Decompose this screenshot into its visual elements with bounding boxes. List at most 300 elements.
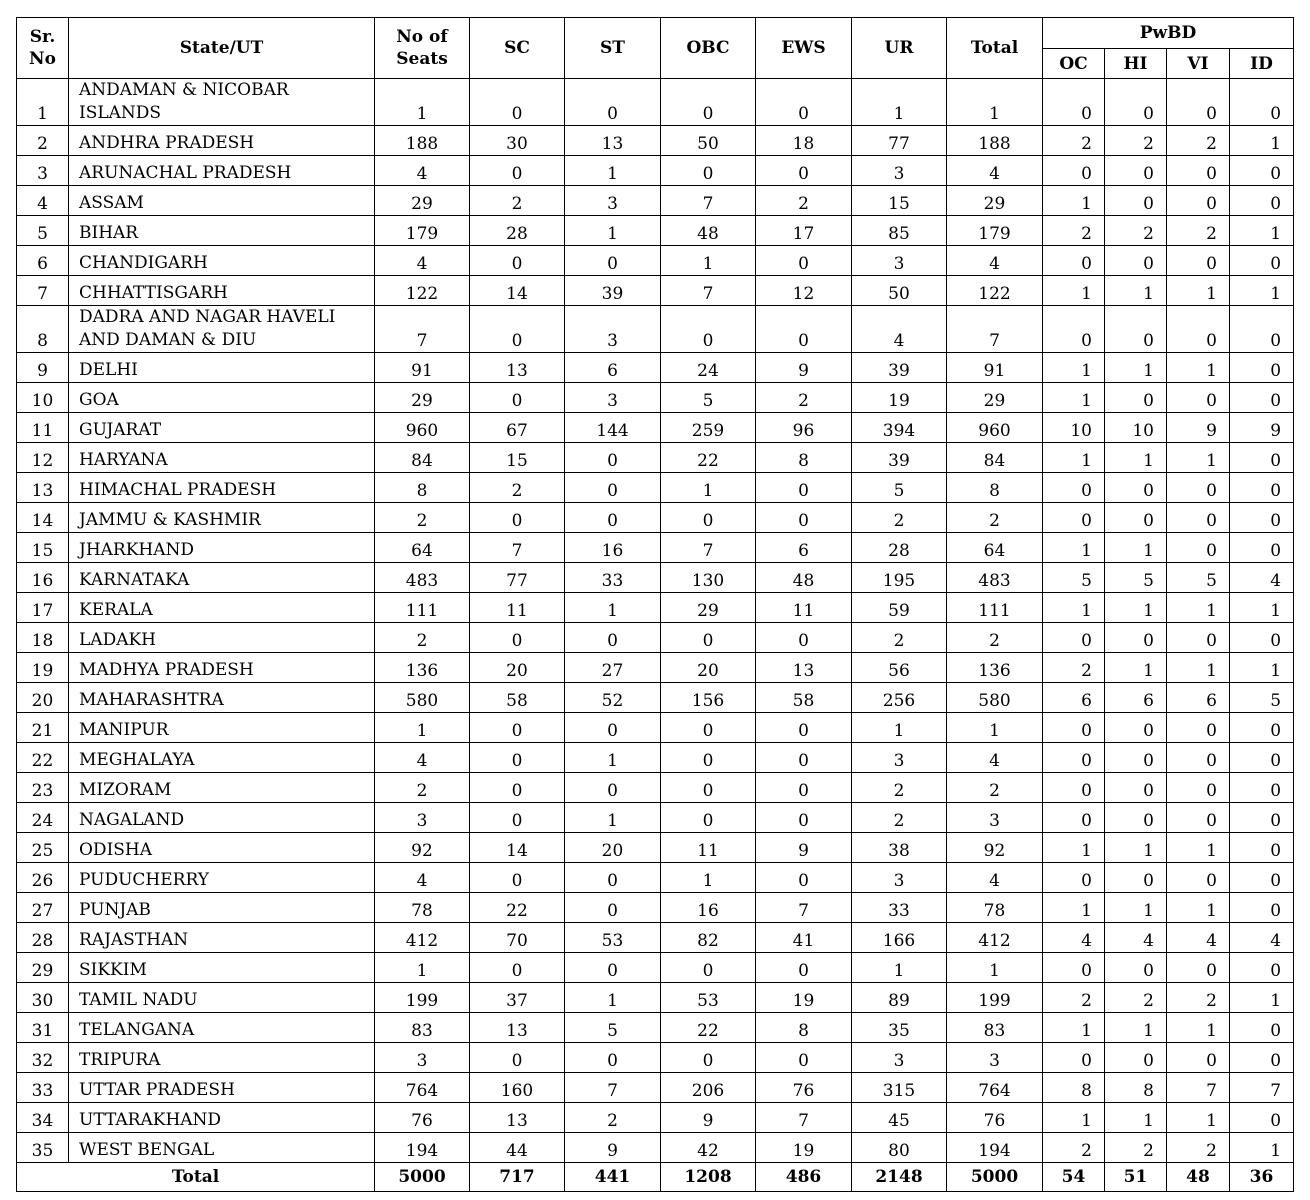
cell-total: 8 [947, 473, 1043, 503]
cell-ews: 0 [756, 79, 852, 126]
cell-state: CHANDIGARH [69, 246, 375, 276]
cell-sr-no: 18 [17, 623, 69, 653]
cell-state: SIKKIM [69, 953, 375, 983]
cell-sc: 0 [470, 1043, 565, 1073]
cell-ews: 58 [756, 683, 852, 713]
cell-ur: 85 [852, 216, 947, 246]
cell-ur: 33 [852, 893, 947, 923]
cell-obc: 9 [661, 1103, 756, 1133]
cell-id: 0 [1230, 1043, 1294, 1073]
cell-seats: 1 [375, 79, 470, 126]
cell-vi: 1 [1167, 893, 1230, 923]
table-row [17, 306, 1294, 353]
cell-ews: 76 [756, 1073, 852, 1103]
cell-st: 16 [565, 533, 661, 563]
total-vi: 48 [1167, 1163, 1230, 1192]
cell-seats: 4 [375, 863, 470, 893]
cell-ur: 38 [852, 833, 947, 863]
cell-ews: 0 [756, 713, 852, 743]
cell-id: 0 [1230, 306, 1294, 353]
cell-total: 122 [947, 276, 1043, 306]
cell-total: 84 [947, 443, 1043, 473]
cell-sc: 77 [470, 563, 565, 593]
header-ews: EWS [756, 18, 852, 79]
cell-ews: 19 [756, 983, 852, 1013]
cell-st: 0 [565, 503, 661, 533]
cell-st: 0 [565, 773, 661, 803]
cell-sc: 0 [470, 743, 565, 773]
cell-obc: 0 [661, 79, 756, 126]
cell-total: 4 [947, 156, 1043, 186]
cell-total: 1 [947, 953, 1043, 983]
cell-hi: 2 [1105, 983, 1167, 1013]
cell-sr-no: 17 [17, 593, 69, 623]
cell-state: UTTAR PRADESH [69, 1073, 375, 1103]
cell-ews: 0 [756, 473, 852, 503]
cell-oc: 0 [1043, 713, 1105, 743]
cell-ews: 0 [756, 743, 852, 773]
cell-ews: 12 [756, 276, 852, 306]
table-row [17, 186, 1294, 216]
cell-ews: 0 [756, 306, 852, 353]
cell-oc: 1 [1043, 276, 1105, 306]
cell-oc: 1 [1043, 186, 1105, 216]
cell-state: UTTARAKHAND [69, 1103, 375, 1133]
cell-obc: 0 [661, 713, 756, 743]
table-header [17, 18, 1294, 79]
cell-vi: 2 [1167, 126, 1230, 156]
cell-ur: 166 [852, 923, 947, 953]
cell-hi: 0 [1105, 743, 1167, 773]
cell-sr-no: 25 [17, 833, 69, 863]
cell-state: JHARKHAND [69, 533, 375, 563]
cell-vi: 0 [1167, 246, 1230, 276]
cell-ur: 256 [852, 683, 947, 713]
cell-sr-no: 28 [17, 923, 69, 953]
cell-st: 9 [565, 1133, 661, 1163]
cell-st: 144 [565, 413, 661, 443]
table-row [17, 216, 1294, 246]
cell-oc: 2 [1043, 216, 1105, 246]
cell-ur: 28 [852, 533, 947, 563]
cell-sr-no: 27 [17, 893, 69, 923]
cell-sr-no: 16 [17, 563, 69, 593]
cell-state: MEGHALAYA [69, 743, 375, 773]
total-st: 441 [565, 1163, 661, 1192]
cell-obc: 22 [661, 443, 756, 473]
cell-seats: 92 [375, 833, 470, 863]
cell-id: 1 [1230, 276, 1294, 306]
cell-ur: 3 [852, 1043, 947, 1073]
cell-id: 0 [1230, 863, 1294, 893]
cell-total: 78 [947, 893, 1043, 923]
cell-ur: 35 [852, 1013, 947, 1043]
cell-obc: 7 [661, 533, 756, 563]
cell-ews: 0 [756, 803, 852, 833]
cell-ur: 39 [852, 443, 947, 473]
table-row [17, 383, 1294, 413]
cell-obc: 7 [661, 186, 756, 216]
table-row [17, 803, 1294, 833]
cell-st: 0 [565, 863, 661, 893]
cell-vi: 6 [1167, 683, 1230, 713]
total-oc: 54 [1043, 1163, 1105, 1192]
cell-obc: 42 [661, 1133, 756, 1163]
cell-vi: 0 [1167, 1043, 1230, 1073]
cell-hi: 6 [1105, 683, 1167, 713]
cell-ews: 7 [756, 1103, 852, 1133]
cell-ur: 19 [852, 383, 947, 413]
cell-obc: 0 [661, 803, 756, 833]
table-row [17, 923, 1294, 953]
table-row [17, 773, 1294, 803]
cell-ews: 41 [756, 923, 852, 953]
cell-hi: 2 [1105, 126, 1167, 156]
cell-hi: 1 [1105, 653, 1167, 683]
cell-sr-no: 29 [17, 953, 69, 983]
cell-seats: 1 [375, 953, 470, 983]
cell-sc: 30 [470, 126, 565, 156]
cell-st: 0 [565, 246, 661, 276]
cell-state: JAMMU & KASHMIR [69, 503, 375, 533]
cell-state: KERALA [69, 593, 375, 623]
cell-hi: 1 [1105, 533, 1167, 563]
cell-hi: 1 [1105, 353, 1167, 383]
cell-st: 0 [565, 713, 661, 743]
cell-ews: 2 [756, 186, 852, 216]
cell-state: ARUNACHAL PRADESH [69, 156, 375, 186]
cell-oc: 1 [1043, 833, 1105, 863]
header-sr-no: Sr. No [17, 18, 69, 79]
cell-sr-no: 31 [17, 1013, 69, 1043]
cell-hi: 0 [1105, 306, 1167, 353]
cell-seats: 188 [375, 126, 470, 156]
cell-ur: 80 [852, 1133, 947, 1163]
cell-sr-no: 10 [17, 383, 69, 413]
cell-oc: 0 [1043, 503, 1105, 533]
cell-seats: 412 [375, 923, 470, 953]
cell-sr-no: 34 [17, 1103, 69, 1133]
cell-ur: 3 [852, 743, 947, 773]
cell-oc: 0 [1043, 803, 1105, 833]
cell-sc: 0 [470, 713, 565, 743]
header-obc: OBC [661, 18, 756, 79]
cell-hi: 0 [1105, 79, 1167, 126]
cell-st: 1 [565, 743, 661, 773]
cell-total: 4 [947, 863, 1043, 893]
cell-seats: 194 [375, 1133, 470, 1163]
cell-total: 188 [947, 126, 1043, 156]
cell-ur: 3 [852, 246, 947, 276]
cell-ur: 89 [852, 983, 947, 1013]
header-sc: SC [470, 18, 565, 79]
cell-id: 0 [1230, 713, 1294, 743]
cell-total: 764 [947, 1073, 1043, 1103]
table-row [17, 893, 1294, 923]
cell-ews: 0 [756, 773, 852, 803]
cell-ur: 3 [852, 156, 947, 186]
cell-ur: 2 [852, 803, 947, 833]
cell-ews: 7 [756, 893, 852, 923]
table-footer [17, 1163, 1294, 1192]
cell-ews: 48 [756, 563, 852, 593]
total-hi: 51 [1105, 1163, 1167, 1192]
cell-id: 0 [1230, 803, 1294, 833]
cell-st: 0 [565, 893, 661, 923]
cell-state: PUDUCHERRY [69, 863, 375, 893]
seat-matrix-table [16, 17, 1294, 1192]
table-row [17, 953, 1294, 983]
table-row [17, 683, 1294, 713]
cell-hi: 0 [1105, 503, 1167, 533]
header-ur: UR [852, 18, 947, 79]
cell-state: MAHARASHTRA [69, 683, 375, 713]
cell-sr-no: 3 [17, 156, 69, 186]
cell-sr-no: 4 [17, 186, 69, 216]
cell-ur: 50 [852, 276, 947, 306]
cell-id: 0 [1230, 473, 1294, 503]
cell-seats: 122 [375, 276, 470, 306]
cell-hi: 0 [1105, 803, 1167, 833]
cell-obc: 1 [661, 863, 756, 893]
table-row [17, 983, 1294, 1013]
cell-st: 3 [565, 306, 661, 353]
cell-hi: 4 [1105, 923, 1167, 953]
cell-sc: 67 [470, 413, 565, 443]
cell-total: 1 [947, 713, 1043, 743]
cell-seats: 199 [375, 983, 470, 1013]
cell-st: 20 [565, 833, 661, 863]
cell-st: 0 [565, 79, 661, 126]
cell-ur: 45 [852, 1103, 947, 1133]
table-row [17, 503, 1294, 533]
cell-vi: 1 [1167, 353, 1230, 383]
cell-sc: 0 [470, 773, 565, 803]
cell-oc: 1 [1043, 1013, 1105, 1043]
cell-id: 0 [1230, 773, 1294, 803]
cell-hi: 5 [1105, 563, 1167, 593]
cell-vi: 0 [1167, 713, 1230, 743]
cell-sr-no: 14 [17, 503, 69, 533]
cell-vi: 1 [1167, 1103, 1230, 1133]
cell-sc: 44 [470, 1133, 565, 1163]
cell-st: 1 [565, 983, 661, 1013]
cell-obc: 11 [661, 833, 756, 863]
cell-id: 0 [1230, 623, 1294, 653]
cell-hi: 1 [1105, 593, 1167, 623]
cell-sc: 28 [470, 216, 565, 246]
cell-seats: 4 [375, 156, 470, 186]
cell-seats: 111 [375, 593, 470, 623]
cell-vi: 0 [1167, 79, 1230, 126]
cell-ews: 18 [756, 126, 852, 156]
cell-ur: 1 [852, 713, 947, 743]
cell-id: 0 [1230, 246, 1294, 276]
cell-id: 5 [1230, 683, 1294, 713]
cell-id: 1 [1230, 653, 1294, 683]
cell-hi: 2 [1105, 1133, 1167, 1163]
cell-state: MANIPUR [69, 713, 375, 743]
cell-state: MADHYA PRADESH [69, 653, 375, 683]
cell-sr-no: 23 [17, 773, 69, 803]
cell-vi: 0 [1167, 953, 1230, 983]
cell-ur: 1 [852, 79, 947, 126]
cell-total: 7 [947, 306, 1043, 353]
cell-oc: 5 [1043, 563, 1105, 593]
cell-seats: 2 [375, 773, 470, 803]
cell-hi: 10 [1105, 413, 1167, 443]
cell-id: 1 [1230, 983, 1294, 1013]
cell-id: 0 [1230, 443, 1294, 473]
cell-seats: 960 [375, 413, 470, 443]
cell-ur: 4 [852, 306, 947, 353]
cell-ur: 2 [852, 773, 947, 803]
cell-obc: 48 [661, 216, 756, 246]
cell-st: 7 [565, 1073, 661, 1103]
cell-total: 412 [947, 923, 1043, 953]
cell-ews: 19 [756, 1133, 852, 1163]
cell-obc: 1 [661, 473, 756, 503]
cell-obc: 22 [661, 1013, 756, 1043]
cell-id: 1 [1230, 126, 1294, 156]
cell-sr-no: 21 [17, 713, 69, 743]
cell-sc: 2 [470, 473, 565, 503]
table-row [17, 713, 1294, 743]
cell-ur: 15 [852, 186, 947, 216]
cell-st: 13 [565, 126, 661, 156]
cell-sr-no: 5 [17, 216, 69, 246]
cell-state: ANDHRA PRADESH [69, 126, 375, 156]
cell-total: 179 [947, 216, 1043, 246]
cell-state: ODISHA [69, 833, 375, 863]
cell-ews: 0 [756, 503, 852, 533]
cell-seats: 3 [375, 803, 470, 833]
cell-id: 0 [1230, 79, 1294, 126]
cell-oc: 1 [1043, 1103, 1105, 1133]
cell-ur: 2 [852, 503, 947, 533]
table-row [17, 563, 1294, 593]
table-row [17, 833, 1294, 863]
cell-vi: 0 [1167, 623, 1230, 653]
total-id: 36 [1230, 1163, 1294, 1192]
cell-vi: 0 [1167, 503, 1230, 533]
cell-ews: 9 [756, 833, 852, 863]
cell-state: NAGALAND [69, 803, 375, 833]
cell-ews: 0 [756, 1043, 852, 1073]
cell-sr-no: 32 [17, 1043, 69, 1073]
cell-oc: 1 [1043, 593, 1105, 623]
cell-ur: 2 [852, 623, 947, 653]
cell-obc: 50 [661, 126, 756, 156]
cell-ews: 6 [756, 533, 852, 563]
cell-sc: 20 [470, 653, 565, 683]
cell-oc: 0 [1043, 863, 1105, 893]
cell-ur: 59 [852, 593, 947, 623]
cell-vi: 0 [1167, 383, 1230, 413]
cell-seats: 83 [375, 1013, 470, 1043]
cell-sr-no: 7 [17, 276, 69, 306]
cell-oc: 1 [1043, 383, 1105, 413]
cell-id: 0 [1230, 156, 1294, 186]
cell-id: 0 [1230, 383, 1294, 413]
cell-obc: 0 [661, 156, 756, 186]
cell-state: WEST BENGAL [69, 1133, 375, 1163]
cell-sc: 0 [470, 953, 565, 983]
cell-sc: 11 [470, 593, 565, 623]
table-row [17, 1043, 1294, 1073]
cell-ews: 8 [756, 1013, 852, 1043]
cell-ur: 1 [852, 953, 947, 983]
cell-total: 29 [947, 383, 1043, 413]
cell-obc: 24 [661, 353, 756, 383]
cell-st: 1 [565, 216, 661, 246]
total-ews: 486 [756, 1163, 852, 1192]
cell-vi: 0 [1167, 773, 1230, 803]
cell-seats: 4 [375, 743, 470, 773]
cell-sc: 160 [470, 1073, 565, 1103]
cell-obc: 130 [661, 563, 756, 593]
header-st: ST [565, 18, 661, 79]
cell-obc: 29 [661, 593, 756, 623]
table-body [17, 79, 1294, 1163]
cell-total: 580 [947, 683, 1043, 713]
totals-row [17, 1163, 1294, 1192]
cell-id: 0 [1230, 953, 1294, 983]
cell-oc: 0 [1043, 156, 1105, 186]
cell-state: CHHATTISGARH [69, 276, 375, 306]
cell-total: 111 [947, 593, 1043, 623]
cell-obc: 0 [661, 773, 756, 803]
cell-seats: 483 [375, 563, 470, 593]
cell-sc: 0 [470, 246, 565, 276]
cell-sr-no: 19 [17, 653, 69, 683]
total-ur: 2148 [852, 1163, 947, 1192]
cell-ur: 56 [852, 653, 947, 683]
cell-vi: 2 [1167, 1133, 1230, 1163]
cell-ews: 0 [756, 623, 852, 653]
cell-obc: 0 [661, 1043, 756, 1073]
cell-total: 483 [947, 563, 1043, 593]
cell-oc: 0 [1043, 79, 1105, 126]
cell-st: 1 [565, 593, 661, 623]
cell-vi: 0 [1167, 473, 1230, 503]
cell-oc: 8 [1043, 1073, 1105, 1103]
cell-vi: 1 [1167, 276, 1230, 306]
cell-id: 0 [1230, 893, 1294, 923]
cell-sc: 14 [470, 833, 565, 863]
cell-oc: 4 [1043, 923, 1105, 953]
cell-id: 4 [1230, 923, 1294, 953]
cell-state: TELANGANA [69, 1013, 375, 1043]
cell-seats: 76 [375, 1103, 470, 1133]
cell-sr-no: 1 [17, 79, 69, 126]
cell-vi: 2 [1167, 216, 1230, 246]
cell-oc: 1 [1043, 443, 1105, 473]
cell-total: 2 [947, 623, 1043, 653]
cell-total: 83 [947, 1013, 1043, 1043]
cell-st: 0 [565, 473, 661, 503]
cell-sc: 70 [470, 923, 565, 953]
cell-total: 91 [947, 353, 1043, 383]
cell-seats: 29 [375, 186, 470, 216]
cell-hi: 1 [1105, 893, 1167, 923]
cell-obc: 1 [661, 246, 756, 276]
cell-seats: 2 [375, 503, 470, 533]
table-row [17, 413, 1294, 443]
cell-oc: 0 [1043, 773, 1105, 803]
cell-ews: 13 [756, 653, 852, 683]
cell-oc: 2 [1043, 1133, 1105, 1163]
